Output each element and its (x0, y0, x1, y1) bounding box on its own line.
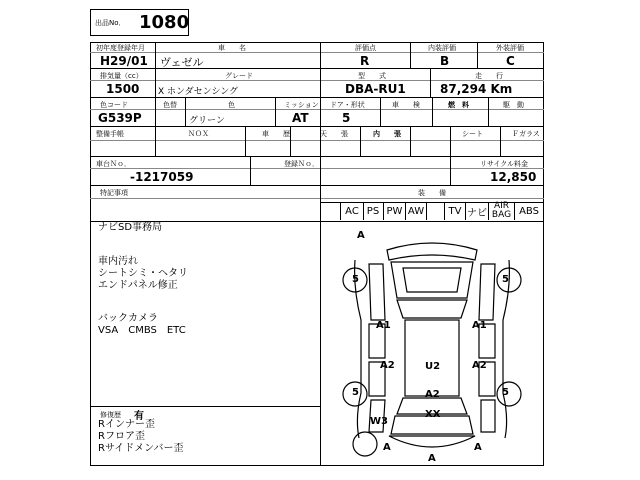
lot-number-label: 出品No． (95, 19, 126, 27)
seat-label: シート (462, 130, 483, 138)
color-label: 色 (228, 101, 235, 109)
spare-tire (353, 432, 377, 456)
fuel-label: 燃 料 (448, 101, 469, 109)
roof-outline (405, 320, 459, 396)
equip-aw: AW (406, 202, 427, 220)
registration-label: 登録Ｎｏ． (284, 160, 319, 168)
score-label: 評価点 (355, 44, 376, 52)
repair-label: 修復歴 (100, 411, 121, 419)
car-name-value: ヴェゼル (160, 56, 204, 69)
lot-number-box (90, 9, 189, 36)
doors-value: 5 (342, 111, 351, 125)
equip-navi: ナビ (466, 202, 489, 220)
damage-roof: U2 (425, 361, 441, 372)
first-reg-label: 初年度登録年月 (96, 44, 145, 52)
damage-bumper-rl: A (383, 442, 391, 453)
displacement-value: 1500 (106, 82, 140, 96)
remarks-line: ナビSD事務局 (98, 222, 163, 233)
transmission-label: ミッション (284, 101, 319, 109)
grade-value: X ホンダセンシング (158, 87, 239, 97)
glass-label: Ｆガラス (512, 130, 540, 138)
remarks-block-2 (98, 256, 188, 292)
remarks-line: エンドパネル修正 (98, 280, 178, 291)
damage-door-fl: A1 (376, 320, 391, 331)
damage-rear-center: XX (425, 409, 441, 420)
transmission-value: AT (292, 111, 309, 125)
doors-label: ドア・形状 (330, 101, 365, 109)
damage-bumper-rr: A (474, 442, 482, 453)
windshield-outline (397, 300, 467, 318)
model-label: 型 式 (358, 72, 386, 80)
remarks-block-1 (98, 222, 162, 234)
equip-pw: PW (384, 202, 406, 220)
displacement-label: 排気量（cc） (100, 72, 143, 80)
model-value: DBA-RU1 (345, 82, 406, 96)
remarks-block-3 (98, 313, 186, 337)
color-change-label: 色替 (163, 101, 177, 109)
chassis-value: -1217059 (130, 170, 194, 184)
sunroof-label: 天 張 (320, 130, 348, 138)
remarks-label: 特記事項 (100, 189, 128, 197)
repair-notes (98, 419, 183, 455)
right-side-outline (503, 260, 509, 438)
equip-abs: ABS (519, 205, 539, 217)
exterior-score-value: C (506, 54, 515, 68)
chassis-label: 車台Ｎｏ． (96, 160, 131, 168)
interior-score-value: B (440, 54, 450, 68)
repair-line: Rインナー歪 (98, 419, 155, 430)
mileage-value: 87,294 Km (440, 82, 513, 96)
inspection-label: 車 検 (392, 101, 420, 109)
damage-wheel-rr: 5 (502, 387, 509, 398)
recycle-value: 12,850 (490, 170, 537, 184)
remarks-line: 車内汚れ (98, 256, 138, 267)
repair-line: Rフロア歪 (98, 431, 145, 442)
nox-label: ＮＯＸ (188, 130, 209, 138)
damage-wheel-rl: 5 (352, 387, 359, 398)
repair-line: Rサイドメンバー歪 (98, 443, 184, 454)
color-value: グリーン (189, 116, 225, 126)
equipment-label: 装 備 (418, 189, 446, 197)
damage-wheel-fl: 5 (352, 274, 359, 285)
equip-ac: AC (340, 202, 364, 220)
interior-score-label: 内装評価 (428, 44, 456, 52)
grade-label: グレード (225, 72, 253, 80)
equip-blank (427, 202, 445, 220)
color-code-label: 色コード (100, 101, 128, 109)
history-label: 車 歴 (262, 130, 290, 138)
equip-airbag: AIR BAG (489, 202, 515, 220)
first-reg-value: H29/01 (100, 54, 148, 68)
damage-door-rl: A2 (380, 360, 395, 371)
repair-value: 有 (134, 411, 144, 422)
damage-door-rr: A2 (472, 360, 487, 371)
remarks-line: シートシミ・ヘタリ (98, 268, 188, 279)
maintenance-label: 整備手帳 (96, 130, 124, 138)
color-code-value: G539P (98, 111, 142, 125)
car-name-label: 車 名 (218, 44, 246, 52)
hood-outline (391, 262, 473, 298)
lot-number: 1080 (139, 12, 190, 33)
exterior-score-label: 外装評価 (496, 44, 524, 52)
recycle-label: リサイクル料金 (480, 160, 529, 168)
front-bumper-outline (387, 243, 477, 260)
damage-trunk: A2 (425, 389, 440, 400)
remarks-line: バックカメラ (98, 313, 158, 324)
damage-wheel-fr: 5 (502, 274, 509, 285)
drive-label: 駆 動 (503, 101, 524, 109)
damage-door-fr: A1 (472, 320, 487, 331)
rear-bumper-outline (389, 436, 475, 447)
left-side-outline (355, 260, 361, 438)
remarks-line: VSA CMBS ETC (98, 325, 186, 336)
damage-bottom: A (428, 453, 436, 464)
score-value: R (360, 54, 370, 68)
mileage-label: 走 行 (475, 72, 503, 80)
equip-ps: PS (363, 202, 384, 220)
interior-label: 内 張 (373, 130, 401, 138)
car-damage-diagram (325, 228, 540, 463)
damage-front: A (357, 230, 365, 241)
damage-rear-left: W3 (370, 416, 388, 427)
wheel-rear-right (497, 382, 521, 406)
equip-tv: TV (445, 202, 466, 220)
